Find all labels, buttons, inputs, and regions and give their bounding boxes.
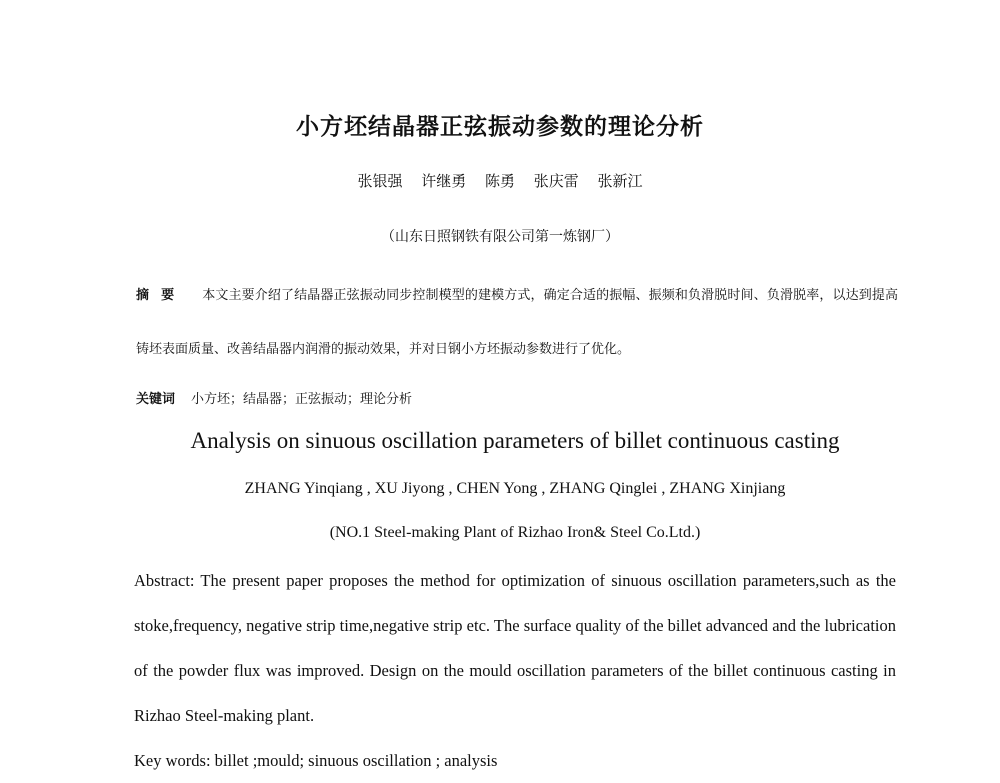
keywords-english: Key words: billet ;mould; sinuous oscillation ; analysis	[134, 751, 498, 770]
abstract-english: Abstract: The present paper proposes the method for optimization of sinuous oscillation parameters,such as the stoke,frequency, negative strip time,negative strip etc. The surface quality of the billet advanced and the lubrication of the powder flux was improved. Design on the mould oscillation parameters of the billet continuous casting in Rizhao Steel-making plant.	[134, 571, 896, 725]
abstract-chinese	[136, 269, 898, 377]
keywords-chinese-label: 关键词	[136, 392, 176, 407]
affiliation-english: (NO.1 Steel-making Plant of Rizhao Iron& Steel Co.Ltd.)	[329, 524, 701, 541]
authors-english: ZHANG Yinqiang , XU Jiyong , CHEN Yong , ZHANG Qinglei , ZHANG Xinjiang	[244, 480, 786, 497]
abstract-chinese-label: 摘要	[136, 288, 187, 303]
keywords-chinese	[136, 388, 412, 407]
affiliation-chinese: （山东日照钢铁有限公司第一炼钢厂）	[381, 229, 619, 245]
title-english: Analysis on sinuous oscillation parameters of billet continuous casting	[190, 428, 840, 453]
abstract-chinese-text: 本文主要介绍了结晶器正弦振动同步控制模型的建模方式，确定合适的振幅、振频和负滑脱时间、负滑脱率，以达到提高铸坯表面质量、改善结晶器内润滑的振动效果，并对日钢小方坯振动参数进行了优化。	[136, 288, 898, 357]
authors-chinese: 张银强 许继勇 陈勇 张庆雷 张新江	[357, 172, 643, 190]
keywords-chinese-text: 小方坯；结晶器；正弦振动；理论分析	[191, 392, 413, 407]
title-chinese: 小方坯结晶器正弦振动参数的理论分析	[296, 114, 704, 140]
